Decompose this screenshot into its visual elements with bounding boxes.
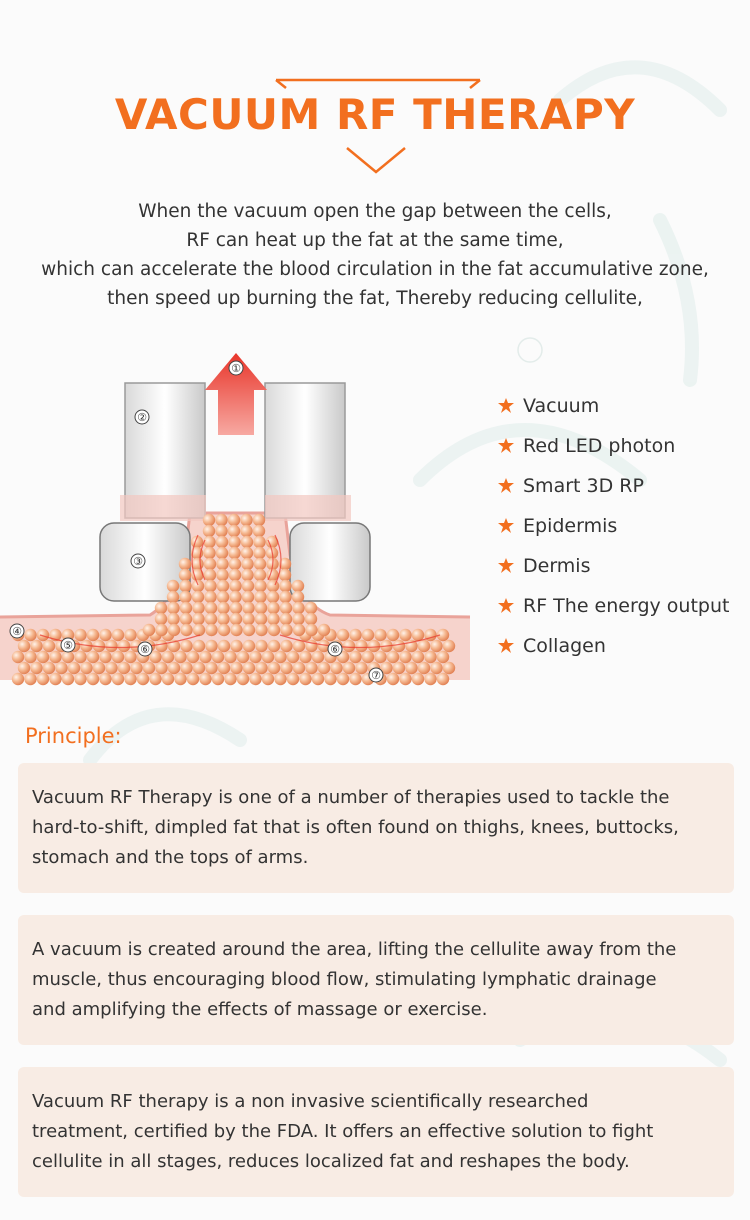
fat-cell xyxy=(215,514,227,526)
fat-cell xyxy=(49,673,61,685)
fat-cell xyxy=(292,580,304,592)
fat-cell xyxy=(280,662,292,674)
fat-cell xyxy=(187,651,199,663)
fat-cell xyxy=(205,613,217,625)
marker-label: ③ xyxy=(133,555,143,568)
fat-cell xyxy=(292,613,304,625)
fat-cell xyxy=(62,651,74,663)
fat-cell xyxy=(228,536,240,548)
fat-cell xyxy=(305,602,317,614)
fat-cell xyxy=(99,673,111,685)
marker-label: ④ xyxy=(12,625,22,638)
fat-cell xyxy=(105,640,117,652)
fat-cell xyxy=(167,613,179,625)
fat-cell xyxy=(30,640,42,652)
fat-cell xyxy=(167,580,179,592)
fat-cell xyxy=(242,580,254,592)
intro-line: RF can heat up the fat at the same time, xyxy=(186,230,564,251)
fat-cell xyxy=(203,536,215,548)
fat-cell xyxy=(228,547,240,559)
fat-cell xyxy=(179,558,191,570)
orange-star-icon xyxy=(498,438,514,454)
fat-cell xyxy=(249,673,261,685)
fat-cell xyxy=(228,525,240,537)
principle-card xyxy=(18,915,734,1045)
orange-star-icon xyxy=(498,398,514,414)
fat-cell xyxy=(253,547,265,559)
fat-cell xyxy=(80,662,92,674)
marker-label: ② xyxy=(137,411,147,424)
fat-cell xyxy=(193,624,205,636)
fat-cell xyxy=(292,602,304,614)
fat-cell xyxy=(168,662,180,674)
fat-cell xyxy=(242,613,254,625)
orange-star-icon xyxy=(498,478,514,494)
principle-heading: Principle: xyxy=(25,724,122,748)
fat-cell xyxy=(280,624,292,636)
fat-cell xyxy=(124,651,136,663)
fat-cell xyxy=(399,651,411,663)
fat-cell xyxy=(37,651,49,663)
fat-cell xyxy=(299,673,311,685)
fat-cell xyxy=(137,673,149,685)
fat-cell xyxy=(267,602,279,614)
fat-cell xyxy=(43,640,55,652)
fat-cell xyxy=(155,662,167,674)
fat-cell xyxy=(74,651,86,663)
feature-list xyxy=(498,386,729,666)
intro-line: When the vacuum open the gap between the cells, xyxy=(138,201,612,222)
intro-text xyxy=(0,197,750,313)
feature-item xyxy=(498,506,729,546)
fat-cell xyxy=(24,673,36,685)
fat-cell xyxy=(437,673,449,685)
marker-label: ⑥ xyxy=(140,643,150,656)
fat-cell xyxy=(279,591,291,603)
fat-cell xyxy=(287,651,299,663)
fat-cell xyxy=(337,673,349,685)
fat-cell xyxy=(243,624,255,636)
fat-cell xyxy=(112,651,124,663)
fat-cell xyxy=(179,569,191,581)
principle-card xyxy=(18,1067,734,1197)
fat-cell xyxy=(318,624,330,636)
fat-cell xyxy=(216,558,228,570)
fat-cell xyxy=(405,662,417,674)
fat-cell xyxy=(255,602,267,614)
fat-cell xyxy=(174,673,186,685)
fat-cell xyxy=(242,591,254,603)
fat-cell xyxy=(355,640,367,652)
card-line: cellulite in all stages, reduces localized fat and reshapes the body. xyxy=(32,1151,630,1172)
fat-cell xyxy=(349,673,361,685)
fat-cell xyxy=(218,624,230,636)
fat-cell xyxy=(203,514,215,526)
fat-cell xyxy=(274,673,286,685)
fat-cell xyxy=(205,640,217,652)
fat-cell xyxy=(229,569,241,581)
fat-cell xyxy=(237,673,249,685)
fat-cell xyxy=(204,591,216,603)
fat-cell xyxy=(204,569,216,581)
marker-label: ⑤ xyxy=(63,639,73,652)
chevron-down-icon xyxy=(347,148,405,172)
fat-cell xyxy=(254,558,266,570)
fat-cell xyxy=(355,662,367,674)
fat-cell xyxy=(253,514,265,526)
fat-cell xyxy=(362,629,374,641)
fat-cell xyxy=(155,613,167,625)
fat-cell xyxy=(112,673,124,685)
fat-cell xyxy=(49,651,61,663)
orange-star-icon xyxy=(498,598,514,614)
fat-cell xyxy=(418,662,430,674)
feature-label: Epidermis xyxy=(523,515,618,537)
fat-cell xyxy=(217,613,229,625)
fat-cell xyxy=(216,569,228,581)
fat-cell xyxy=(12,673,24,685)
fat-cell xyxy=(412,651,424,663)
fat-cell xyxy=(230,662,242,674)
fat-cell xyxy=(230,640,242,652)
fat-cell xyxy=(305,613,317,625)
fat-cell xyxy=(192,591,204,603)
fat-cell xyxy=(204,558,216,570)
fat-cell xyxy=(180,624,192,636)
feature-label: Vacuum xyxy=(523,395,600,417)
card-line: A vacuum is created around the area, lifting the cellulite away from the xyxy=(32,939,677,960)
fat-cell xyxy=(249,651,261,663)
fat-cell xyxy=(203,547,215,559)
feature-item xyxy=(498,546,729,586)
card-line: treatment, certified by the FDA. It offers an effective solution to fight xyxy=(32,1121,654,1142)
fat-cell xyxy=(105,662,117,674)
fat-cell xyxy=(287,673,299,685)
fat-cell xyxy=(192,613,204,625)
fat-cell xyxy=(430,662,442,674)
fat-cell xyxy=(167,602,179,614)
fat-cell xyxy=(374,629,386,641)
fat-cell xyxy=(268,662,280,674)
intro-line: then speed up burning the fat, Thereby reducing cellulite, xyxy=(107,288,643,309)
fat-cell xyxy=(193,640,205,652)
fat-cell xyxy=(312,673,324,685)
fat-cell xyxy=(368,640,380,652)
fat-cell xyxy=(437,651,449,663)
fat-cell xyxy=(279,580,291,592)
fat-cell xyxy=(418,640,430,652)
fat-cell xyxy=(179,591,191,603)
feature-item xyxy=(498,626,729,666)
page-title: VACUUM RF THERAPY xyxy=(114,90,636,139)
fat-cell xyxy=(37,629,49,641)
fat-cell xyxy=(253,536,265,548)
fat-cell xyxy=(254,569,266,581)
fat-cell xyxy=(262,651,274,663)
fat-cell xyxy=(18,640,30,652)
fat-cell xyxy=(180,640,192,652)
vacuum-rf-diagram xyxy=(0,335,480,700)
feature-item xyxy=(498,386,729,426)
fat-cell xyxy=(155,640,167,652)
fat-cell xyxy=(192,580,204,592)
fat-cell xyxy=(243,640,255,652)
fat-cell xyxy=(230,624,242,636)
fat-cell xyxy=(230,602,242,614)
fat-cell xyxy=(228,514,240,526)
fat-cell xyxy=(229,558,241,570)
principle-card xyxy=(18,763,734,893)
fat-cell xyxy=(229,591,241,603)
fat-cell xyxy=(215,525,227,537)
fat-cells xyxy=(12,514,455,685)
fat-cell xyxy=(424,673,436,685)
fat-cell xyxy=(253,525,265,537)
fat-cell xyxy=(24,651,36,663)
fat-cell xyxy=(241,536,253,548)
fat-cell xyxy=(124,673,136,685)
card-line: Vacuum RF therapy is a non invasive scientifically researched xyxy=(32,1091,589,1112)
fat-cell xyxy=(149,673,161,685)
fat-cell xyxy=(255,662,267,674)
marker-label: ⑦ xyxy=(371,669,381,682)
fat-cell xyxy=(224,651,236,663)
fat-cell xyxy=(124,629,136,641)
fat-cell xyxy=(30,662,42,674)
fat-cell xyxy=(443,640,455,652)
fat-cell xyxy=(199,651,211,663)
card-line: Vacuum RF Therapy is one of a number of therapies used to tackle the xyxy=(32,787,670,808)
fat-cell xyxy=(430,640,442,652)
fat-cell xyxy=(262,673,274,685)
fat-cell xyxy=(180,662,192,674)
fat-cell xyxy=(99,629,111,641)
fat-cell xyxy=(24,629,36,641)
fat-cell xyxy=(187,673,199,685)
feature-label: Dermis xyxy=(523,555,591,577)
fat-cell xyxy=(62,673,74,685)
fat-cell xyxy=(18,662,30,674)
fat-cell xyxy=(393,640,405,652)
fat-cell xyxy=(399,673,411,685)
fat-cell xyxy=(374,651,386,663)
intro-line: which can accelerate the blood circulation in the fat accumulative zone, xyxy=(41,259,709,280)
fat-cell xyxy=(12,651,24,663)
fat-cell xyxy=(87,673,99,685)
fat-cell xyxy=(280,602,292,614)
fat-cell xyxy=(43,662,55,674)
fat-cell xyxy=(293,662,305,674)
fat-cell xyxy=(216,547,228,559)
fat-cell xyxy=(393,662,405,674)
fat-cell xyxy=(267,613,279,625)
fat-cell xyxy=(203,525,215,537)
fat-cell xyxy=(130,662,142,674)
fat-cell xyxy=(255,613,267,625)
fat-cell xyxy=(180,602,192,614)
fat-cell xyxy=(229,580,241,592)
fat-cell xyxy=(217,591,229,603)
fat-cell xyxy=(218,640,230,652)
fat-cell xyxy=(387,651,399,663)
fat-cell xyxy=(255,640,267,652)
fat-cell xyxy=(93,662,105,674)
fat-cell xyxy=(179,580,191,592)
fat-cell xyxy=(212,651,224,663)
fat-cell xyxy=(180,613,192,625)
fat-cell xyxy=(242,602,254,614)
fat-cell xyxy=(74,629,86,641)
fat-cell xyxy=(174,651,186,663)
fat-cell xyxy=(387,629,399,641)
fat-cell xyxy=(205,624,217,636)
fat-cell xyxy=(167,591,179,603)
fat-cell xyxy=(330,662,342,674)
card-line: stomach and the tops of arms. xyxy=(32,847,309,868)
fat-cell xyxy=(237,651,249,663)
fat-cell xyxy=(241,558,253,570)
fat-cell xyxy=(162,651,174,663)
fat-cell xyxy=(224,673,236,685)
fat-cell xyxy=(318,662,330,674)
fat-cell xyxy=(241,547,253,559)
feature-item xyxy=(498,586,729,626)
fat-cell xyxy=(155,602,167,614)
fat-cell xyxy=(268,624,280,636)
fat-cell xyxy=(155,624,167,636)
fat-cell xyxy=(205,602,217,614)
fat-cell xyxy=(87,629,99,641)
fat-cell xyxy=(343,662,355,674)
fat-cell xyxy=(199,673,211,685)
orange-star-icon xyxy=(498,638,514,654)
fat-cell xyxy=(216,536,228,548)
fat-cell xyxy=(212,673,224,685)
fat-cell xyxy=(218,662,230,674)
feature-item xyxy=(498,466,729,506)
fat-cell xyxy=(112,629,124,641)
fat-cell xyxy=(399,629,411,641)
fat-cell xyxy=(74,673,86,685)
fat-cell xyxy=(305,624,317,636)
fat-cell xyxy=(412,673,424,685)
feature-item xyxy=(498,426,729,466)
fat-cell xyxy=(268,640,280,652)
fat-cell xyxy=(118,662,130,674)
fat-cell xyxy=(241,569,253,581)
fat-cell xyxy=(267,580,279,592)
fat-cell xyxy=(55,662,67,674)
title-section xyxy=(0,0,750,190)
card-line: and amplifying the effects of massage or exercise. xyxy=(32,999,488,1020)
fat-cell xyxy=(240,525,252,537)
fat-cell xyxy=(255,624,267,636)
feature-label: Red LED photon xyxy=(523,435,676,457)
fat-cell xyxy=(204,580,216,592)
fat-cell xyxy=(240,514,252,526)
fat-cell xyxy=(168,624,180,636)
fat-cell xyxy=(292,591,304,603)
fat-cell xyxy=(349,629,361,641)
fat-cell xyxy=(143,624,155,636)
feature-label: Collagen xyxy=(523,635,606,657)
marker-label: ⑥ xyxy=(330,643,340,656)
fat-cell xyxy=(87,651,99,663)
fat-cell xyxy=(193,662,205,674)
fat-cell xyxy=(387,673,399,685)
fat-cell xyxy=(337,629,349,641)
fat-cell xyxy=(162,673,174,685)
fat-cell xyxy=(217,580,229,592)
marker-label: ① xyxy=(231,362,241,375)
fat-cell xyxy=(37,673,49,685)
orange-star-icon xyxy=(498,558,514,574)
fat-cell xyxy=(192,602,204,614)
fat-cell xyxy=(217,602,229,614)
fat-cell xyxy=(254,591,266,603)
fat-cell xyxy=(305,662,317,674)
fat-cell xyxy=(68,662,80,674)
fat-cell xyxy=(280,613,292,625)
fat-cell xyxy=(230,613,242,625)
fat-cell xyxy=(312,651,324,663)
fat-cell xyxy=(279,569,291,581)
fat-cell xyxy=(118,640,130,652)
fat-cell xyxy=(274,651,286,663)
orange-star-icon xyxy=(498,518,514,534)
card-line: hard-to-shift, dimpled fat that is often found on thighs, knees, buttocks, xyxy=(32,817,679,838)
fat-cell xyxy=(299,651,311,663)
fat-cell xyxy=(280,640,292,652)
fat-cell xyxy=(349,651,361,663)
fat-cell xyxy=(324,673,336,685)
fat-cell xyxy=(424,651,436,663)
fat-cell xyxy=(254,580,266,592)
fat-cell xyxy=(205,662,217,674)
card-line: muscle, thus encouraging blood flow, stimulating lymphatic drainage xyxy=(32,969,657,990)
fat-cell xyxy=(343,640,355,652)
fat-cell xyxy=(243,662,255,674)
fat-cell xyxy=(99,651,111,663)
fat-cell xyxy=(293,624,305,636)
feature-label: Smart 3D RP xyxy=(523,475,644,497)
fat-cell xyxy=(267,591,279,603)
fat-cell xyxy=(143,662,155,674)
feature-label: RF The energy output xyxy=(523,595,730,617)
fat-cell xyxy=(362,651,374,663)
fat-cell xyxy=(443,662,455,674)
